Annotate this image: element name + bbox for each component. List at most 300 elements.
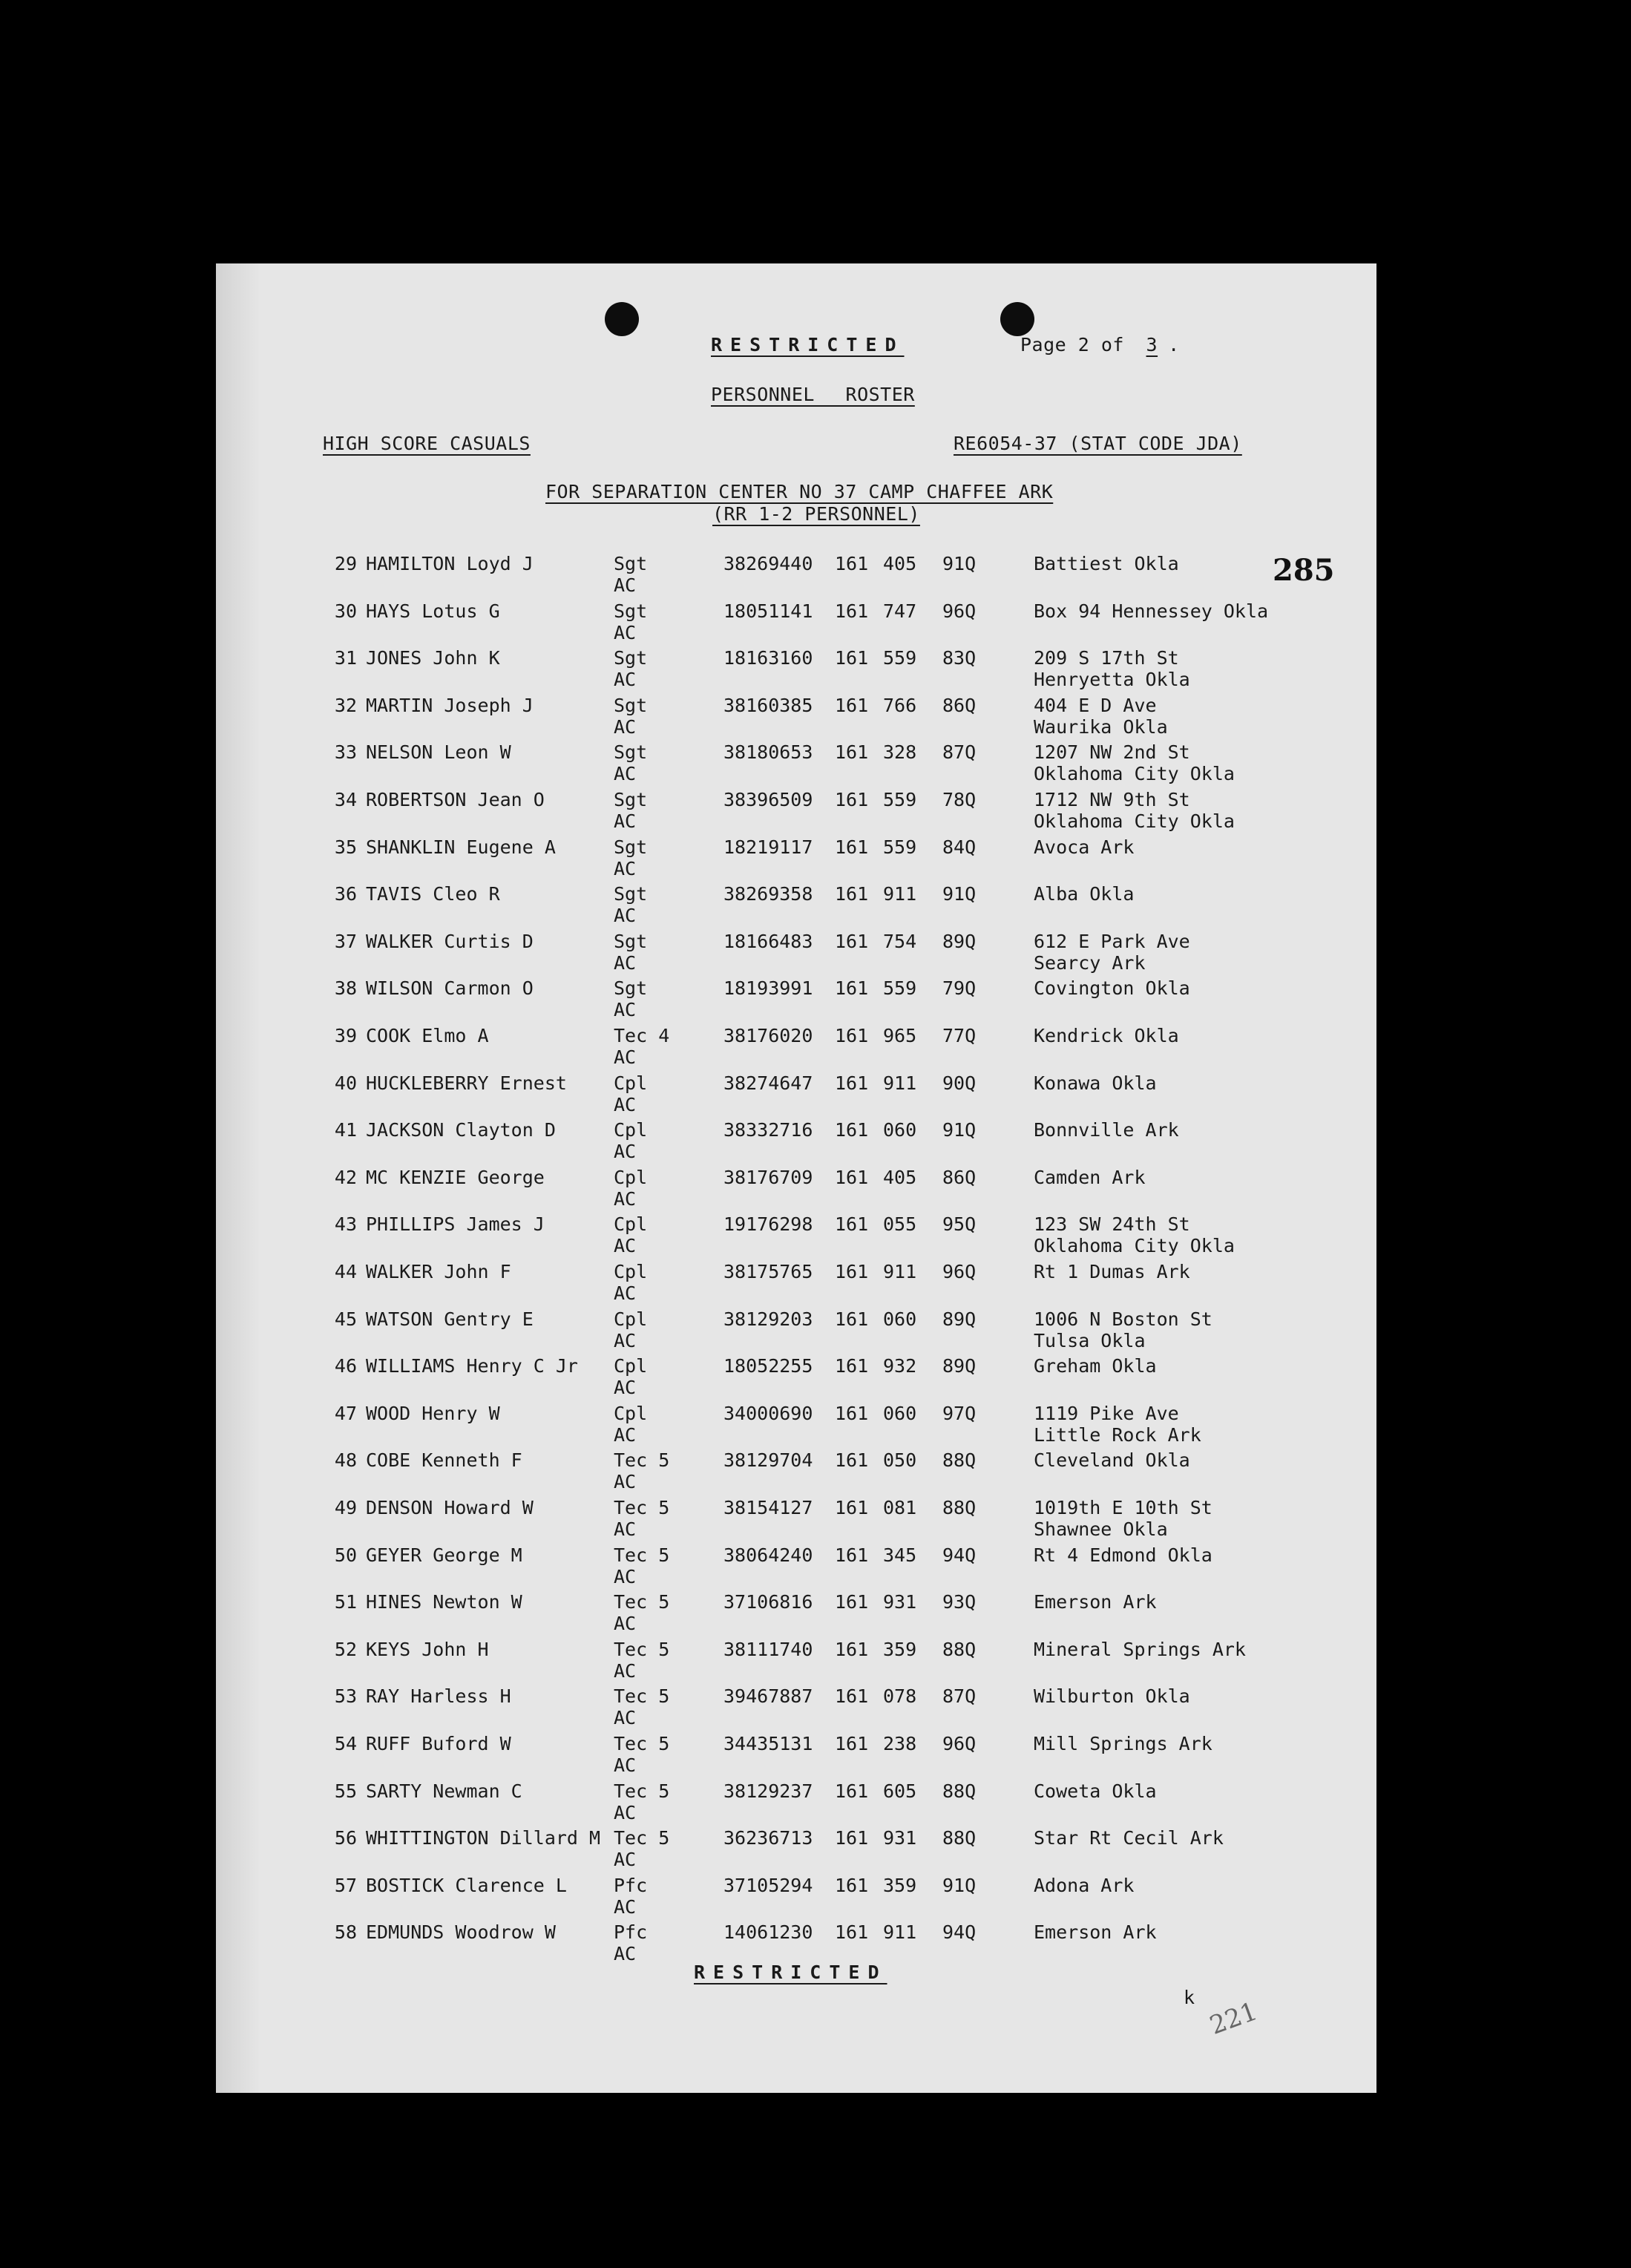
mos-code: 161	[835, 836, 869, 858]
table-row	[323, 836, 1362, 884]
soldier-name: HAYS Lotus G	[366, 600, 500, 622]
serial-number: 38269440	[723, 553, 813, 574]
score: 86Q	[942, 694, 977, 716]
address-line1: Wilburton Okla	[1034, 1685, 1190, 1708]
rank: Tec 4	[614, 1025, 670, 1046]
address-line1: Bonnville Ark	[1034, 1119, 1179, 1141]
address-line1: 1119 Pike Ave	[1034, 1402, 1179, 1424]
mos-code: 161	[835, 1591, 869, 1613]
address-line1: Mineral Springs Ark	[1034, 1638, 1246, 1660]
row-number: 34	[334, 789, 357, 810]
table-row	[323, 1119, 1362, 1167]
score: 95Q	[942, 1213, 977, 1236]
separation-center: FOR SEPARATION CENTER NO 37 CAMP CHAFFEE ARK	[545, 481, 1054, 502]
score: 89Q	[942, 1308, 977, 1330]
personnel-category: (RR 1-2 PERSONNEL)	[712, 503, 920, 525]
soldier-name: PHILLIPS James J	[366, 1213, 545, 1236]
row-number: 53	[334, 1685, 357, 1708]
score: 79Q	[942, 977, 977, 1000]
branch: AC	[614, 1659, 637, 1682]
rank: Pfc	[614, 1921, 648, 1944]
rank: Sgt	[614, 553, 648, 574]
spec-code: 911	[883, 1072, 917, 1094]
address-line2: Oklahoma City Okla	[1034, 763, 1235, 785]
spec-code: 055	[883, 1213, 917, 1236]
branch: AC	[614, 1141, 637, 1163]
serial-number: 18051141	[723, 600, 813, 622]
address-line1: 404 E D Ave	[1034, 694, 1157, 716]
branch: AC	[614, 1754, 637, 1776]
serial-number: 38180653	[723, 741, 813, 764]
score: 94Q	[942, 1921, 977, 1944]
address-line2: Searcy Ark	[1034, 951, 1146, 974]
rank: Tec 5	[614, 1591, 670, 1613]
serial-number: 34435131	[723, 1733, 813, 1754]
mos-code: 161	[835, 1733, 869, 1754]
serial-number: 37106816	[723, 1591, 813, 1613]
mos-code: 161	[835, 1402, 869, 1424]
branch: AC	[614, 905, 637, 927]
soldier-name: RUFF Buford W	[366, 1733, 511, 1754]
branch: AC	[614, 1801, 637, 1823]
row-number: 48	[334, 1449, 357, 1472]
address-line1: Emerson Ark	[1034, 1591, 1157, 1613]
mos-code: 161	[835, 1213, 869, 1236]
soldier-name: MC KENZIE George	[366, 1166, 545, 1188]
address-line1: 1712 NW 9th St	[1034, 789, 1190, 810]
rank: Tec 5	[614, 1780, 670, 1802]
spec-code: 559	[883, 836, 917, 858]
spec-code: 050	[883, 1449, 917, 1472]
mos-code: 161	[835, 1685, 869, 1708]
table-row	[323, 883, 1362, 931]
rank: Sgt	[614, 930, 648, 952]
branch: AC	[614, 810, 637, 832]
score: 96Q	[942, 1733, 977, 1754]
row-number: 51	[334, 1591, 357, 1613]
mos-code: 161	[835, 930, 869, 952]
punch-hole-right	[1000, 302, 1034, 336]
table-row	[323, 931, 1362, 978]
row-number: 30	[334, 600, 357, 622]
table-row	[323, 553, 1362, 600]
branch: AC	[614, 669, 637, 691]
table-row	[323, 1072, 1362, 1120]
address-line2: Little Rock Ark	[1034, 1423, 1201, 1446]
score: 88Q	[942, 1497, 977, 1518]
table-row	[323, 1449, 1362, 1497]
address-line1: Battiest Okla	[1034, 553, 1179, 574]
table-row	[323, 695, 1362, 742]
soldier-name: EDMUNDS Woodrow W	[366, 1921, 556, 1944]
mos-code: 161	[835, 1497, 869, 1518]
serial-number: 38154127	[723, 1497, 813, 1518]
soldier-name: KEYS John H	[366, 1638, 489, 1660]
mos-code: 161	[835, 1072, 869, 1094]
rank: Cpl	[614, 1166, 648, 1188]
serial-number: 38129203	[723, 1308, 813, 1330]
spec-code: 754	[883, 930, 917, 952]
rank: Sgt	[614, 883, 648, 905]
mos-code: 161	[835, 1874, 869, 1896]
rank: Cpl	[614, 1355, 648, 1377]
address-line2: Henryetta Okla	[1034, 669, 1190, 691]
serial-number: 18219117	[723, 836, 813, 858]
table-row	[323, 1733, 1362, 1780]
serial-number: 38160385	[723, 694, 813, 716]
soldier-name: WATSON Gentry E	[366, 1308, 534, 1330]
mos-code: 161	[835, 1638, 869, 1660]
soldier-name: WALKER John F	[366, 1261, 511, 1282]
soldier-name: HAMILTON Loyd J	[366, 553, 534, 574]
spec-code: 559	[883, 789, 917, 810]
score: 96Q	[942, 600, 977, 622]
branch: AC	[614, 999, 637, 1021]
score: 89Q	[942, 930, 977, 952]
address-line2: Shawnee Okla	[1034, 1518, 1168, 1540]
branch: AC	[614, 1518, 637, 1540]
soldier-name: WILLIAMS Henry C Jr	[366, 1355, 578, 1377]
serial-number: 39467887	[723, 1685, 813, 1708]
address-line1: Greham Okla	[1034, 1355, 1157, 1377]
serial-number: 38129237	[723, 1780, 813, 1802]
table-row	[323, 741, 1362, 789]
address-line1: Camden Ark	[1034, 1166, 1146, 1188]
serial-number: 37105294	[723, 1874, 813, 1896]
restricted-footer: RESTRICTED	[694, 1961, 887, 1983]
branch: AC	[614, 1046, 637, 1068]
table-row	[323, 1827, 1362, 1875]
soldier-name: WALKER Curtis D	[366, 930, 534, 952]
spec-code: 911	[883, 1921, 917, 1944]
row-number: 56	[334, 1827, 357, 1849]
mos-code: 161	[835, 1166, 869, 1188]
page-indicator: Page 2 of 3 .	[1020, 334, 1180, 355]
score: 93Q	[942, 1591, 977, 1613]
score: 83Q	[942, 647, 977, 669]
address-line1: Adona Ark	[1034, 1874, 1135, 1896]
section-title: HIGH SCORE CASUALS	[323, 433, 531, 454]
spec-code: 766	[883, 694, 917, 716]
address-line1: Emerson Ark	[1034, 1921, 1157, 1944]
mos-code: 161	[835, 1025, 869, 1046]
row-number: 57	[334, 1874, 357, 1896]
soldier-name: JONES John K	[366, 647, 500, 669]
row-number: 52	[334, 1638, 357, 1660]
serial-number: 38111740	[723, 1638, 813, 1660]
serial-number: 18163160	[723, 647, 813, 669]
page-total: 3	[1146, 334, 1158, 355]
table-row	[323, 1639, 1362, 1686]
mos-code: 161	[835, 789, 869, 810]
address-line1: Rt 4 Edmond Okla	[1034, 1544, 1212, 1566]
score: 88Q	[942, 1449, 977, 1472]
address-line1: Konawa Okla	[1034, 1072, 1157, 1094]
address-line1: Mill Springs Ark	[1034, 1733, 1212, 1754]
address-line2: Tulsa Okla	[1034, 1329, 1146, 1351]
score: 90Q	[942, 1072, 977, 1094]
serial-number: 38176709	[723, 1166, 813, 1188]
address-line1: Kendrick Okla	[1034, 1025, 1179, 1046]
serial-number: 38176020	[723, 1025, 813, 1046]
spec-code: 931	[883, 1827, 917, 1849]
table-row	[323, 1403, 1362, 1450]
table-row	[323, 1780, 1362, 1828]
score: 96Q	[942, 1261, 977, 1282]
rank: Sgt	[614, 789, 648, 810]
rank: Sgt	[614, 694, 648, 716]
mos-code: 161	[835, 600, 869, 622]
address-line1: Box 94 Hennessey Okla	[1034, 600, 1269, 622]
spec-code: 559	[883, 647, 917, 669]
spec-code: 078	[883, 1685, 917, 1708]
branch: AC	[614, 763, 637, 785]
branch: AC	[614, 715, 637, 738]
row-number: 54	[334, 1733, 357, 1754]
address-line2: Oklahoma City Okla	[1034, 1235, 1235, 1257]
row-number: 47	[334, 1402, 357, 1424]
branch: AC	[614, 1187, 637, 1210]
row-number: 42	[334, 1166, 357, 1188]
spec-code: 238	[883, 1733, 917, 1754]
soldier-name: HUCKLEBERRY Ernest	[366, 1072, 567, 1094]
mos-code: 161	[835, 1308, 869, 1330]
mos-code: 161	[835, 1119, 869, 1141]
rank: Tec 5	[614, 1685, 670, 1708]
mos-code: 161	[835, 1780, 869, 1802]
branch: AC	[614, 574, 637, 596]
rank: Sgt	[614, 836, 648, 858]
soldier-name: DENSON Howard W	[366, 1497, 534, 1518]
page-label: Page 2 of	[1020, 334, 1124, 355]
branch: AC	[614, 1565, 637, 1587]
soldier-name: SARTY Newman C	[366, 1780, 522, 1802]
serial-number: 38129704	[723, 1449, 813, 1472]
score: 88Q	[942, 1638, 977, 1660]
serial-number: 38274647	[723, 1072, 813, 1094]
serial-number: 38396509	[723, 789, 813, 810]
rank: Pfc	[614, 1874, 648, 1896]
rank: Tec 5	[614, 1733, 670, 1754]
roster-code: RE6054-37 (STAT CODE JDA)	[954, 433, 1242, 454]
score: 91Q	[942, 1119, 977, 1141]
soldier-name: WHITTINGTON Dillard M	[366, 1827, 601, 1849]
row-number: 41	[334, 1119, 357, 1141]
score: 88Q	[942, 1780, 977, 1802]
address-line1: Star Rt Cecil Ark	[1034, 1827, 1224, 1849]
serial-number: 36236713	[723, 1827, 813, 1849]
score: 77Q	[942, 1025, 977, 1046]
row-number: 29	[334, 553, 357, 574]
score: 86Q	[942, 1166, 977, 1188]
table-row	[323, 647, 1362, 695]
address-line1: 123 SW 24th St	[1034, 1213, 1190, 1236]
mos-code: 161	[835, 647, 869, 669]
address-line1: Alba Okla	[1034, 883, 1135, 905]
rank: Sgt	[614, 977, 648, 1000]
address-line1: Rt 1 Dumas Ark	[1034, 1261, 1190, 1282]
soldier-name: NELSON Leon W	[366, 741, 511, 764]
page-edge-shadow	[216, 263, 260, 2093]
table-row	[323, 1308, 1362, 1356]
row-number: 36	[334, 883, 357, 905]
branch: AC	[614, 1235, 637, 1257]
soldier-name: MARTIN Joseph J	[366, 694, 534, 716]
serial-number: 18052255	[723, 1355, 813, 1377]
score: 89Q	[942, 1355, 977, 1377]
mos-code: 161	[835, 694, 869, 716]
row-number: 37	[334, 930, 357, 952]
row-number: 58	[334, 1921, 357, 1944]
serial-number: 38269358	[723, 883, 813, 905]
branch: AC	[614, 1943, 637, 1965]
branch: AC	[614, 1613, 637, 1635]
spec-code: 911	[883, 883, 917, 905]
spec-code: 605	[883, 1780, 917, 1802]
branch: AC	[614, 1471, 637, 1493]
branch: AC	[614, 1282, 637, 1304]
mos-code: 161	[835, 1355, 869, 1377]
score: 87Q	[942, 1685, 977, 1708]
mos-code: 161	[835, 883, 869, 905]
rank: Cpl	[614, 1213, 648, 1236]
score: 91Q	[942, 553, 977, 574]
row-number: 50	[334, 1544, 357, 1566]
address-line1: Coweta Okla	[1034, 1780, 1157, 1802]
soldier-name: WILSON Carmon O	[366, 977, 534, 1000]
mos-code: 161	[835, 1827, 869, 1849]
spec-code: 911	[883, 1261, 917, 1282]
score: 94Q	[942, 1544, 977, 1566]
rank: Tec 5	[614, 1497, 670, 1518]
score: 84Q	[942, 836, 977, 858]
rank: Cpl	[614, 1119, 648, 1141]
rank: Sgt	[614, 647, 648, 669]
branch: AC	[614, 1423, 637, 1446]
spec-code: 965	[883, 1025, 917, 1046]
soldier-name: WOOD Henry W	[366, 1402, 500, 1424]
serial-number: 38175765	[723, 1261, 813, 1282]
table-row	[323, 1875, 1362, 1922]
spec-code: 932	[883, 1355, 917, 1377]
row-number: 38	[334, 977, 357, 1000]
spec-code: 405	[883, 1166, 917, 1188]
row-number: 55	[334, 1780, 357, 1802]
branch: AC	[614, 1377, 637, 1399]
address-line2: Waurika Okla	[1034, 715, 1168, 738]
branch: AC	[614, 1707, 637, 1729]
soldier-name: GEYER George M	[366, 1544, 522, 1566]
table-row	[323, 1591, 1362, 1639]
row-number: 46	[334, 1355, 357, 1377]
mos-code: 161	[835, 1449, 869, 1472]
spec-code: 060	[883, 1402, 917, 1424]
branch: AC	[614, 1329, 637, 1351]
score: 91Q	[942, 1874, 977, 1896]
rank: Tec 5	[614, 1544, 670, 1566]
row-number: 32	[334, 694, 357, 716]
serial-number: 38064240	[723, 1544, 813, 1566]
serial-number: 18166483	[723, 930, 813, 952]
row-number: 49	[334, 1497, 357, 1518]
row-number: 33	[334, 741, 357, 764]
spec-code: 060	[883, 1308, 917, 1330]
address-line1: Avoca Ark	[1034, 836, 1135, 858]
soldier-name: HINES Newton W	[366, 1591, 522, 1613]
address-line1: Covington Okla	[1034, 977, 1190, 1000]
mos-code: 161	[835, 1921, 869, 1944]
mos-code: 161	[835, 741, 869, 764]
rank: Cpl	[614, 1072, 648, 1094]
score: 91Q	[942, 883, 977, 905]
serial-number: 19176298	[723, 1213, 813, 1236]
mos-code: 161	[835, 1544, 869, 1566]
table-row	[323, 1544, 1362, 1592]
spec-code: 747	[883, 600, 917, 622]
address-line2: Oklahoma City Okla	[1034, 810, 1235, 832]
address-line1: Cleveland Okla	[1034, 1449, 1190, 1472]
branch: AC	[614, 621, 637, 643]
rank: Tec 5	[614, 1827, 670, 1849]
serial-number: 38332716	[723, 1119, 813, 1141]
table-row	[323, 1685, 1362, 1733]
mos-code: 161	[835, 1261, 869, 1282]
mos-code: 161	[835, 553, 869, 574]
soldier-name: ROBERTSON Jean O	[366, 789, 545, 810]
rank: Cpl	[614, 1402, 648, 1424]
table-row	[323, 1497, 1362, 1544]
table-row	[323, 789, 1362, 836]
row-number: 35	[334, 836, 357, 858]
table-row	[323, 1213, 1362, 1261]
row-number: 40	[334, 1072, 357, 1094]
branch: AC	[614, 857, 637, 879]
roster-page	[219, 263, 1376, 2093]
serial-number: 14061230	[723, 1921, 813, 1944]
soldier-name: BOSTICK Clarence L	[366, 1874, 567, 1896]
rank: Sgt	[614, 741, 648, 764]
table-row	[323, 1261, 1362, 1308]
rank: Sgt	[614, 600, 648, 622]
rank: Tec 5	[614, 1638, 670, 1660]
typist-initial: k	[1184, 1987, 1195, 2008]
address-line1: 1006 N Boston St	[1034, 1308, 1212, 1330]
serial-number: 18193991	[723, 977, 813, 1000]
spec-code: 931	[883, 1591, 917, 1613]
branch: AC	[614, 1895, 637, 1918]
row-number: 44	[334, 1261, 357, 1282]
soldier-name: COBE Kenneth F	[366, 1449, 522, 1472]
address-line1: 612 E Park Ave	[1034, 930, 1190, 952]
soldier-name: TAVIS Cleo R	[366, 883, 500, 905]
score: 97Q	[942, 1402, 977, 1424]
rank: Tec 5	[614, 1449, 670, 1472]
branch: AC	[614, 951, 637, 974]
score: 87Q	[942, 741, 977, 764]
serial-number: 34000690	[723, 1402, 813, 1424]
spec-code: 328	[883, 741, 917, 764]
table-row	[323, 1025, 1362, 1072]
spec-code: 345	[883, 1544, 917, 1566]
spec-code: 359	[883, 1874, 917, 1896]
mos-code: 161	[835, 977, 869, 1000]
score: 88Q	[942, 1827, 977, 1849]
soldier-name: SHANKLIN Eugene A	[366, 836, 556, 858]
table-row	[323, 600, 1362, 648]
branch: AC	[614, 1093, 637, 1115]
roster-title: PERSONNEL ROSTER	[711, 384, 915, 405]
spec-code: 060	[883, 1119, 917, 1141]
